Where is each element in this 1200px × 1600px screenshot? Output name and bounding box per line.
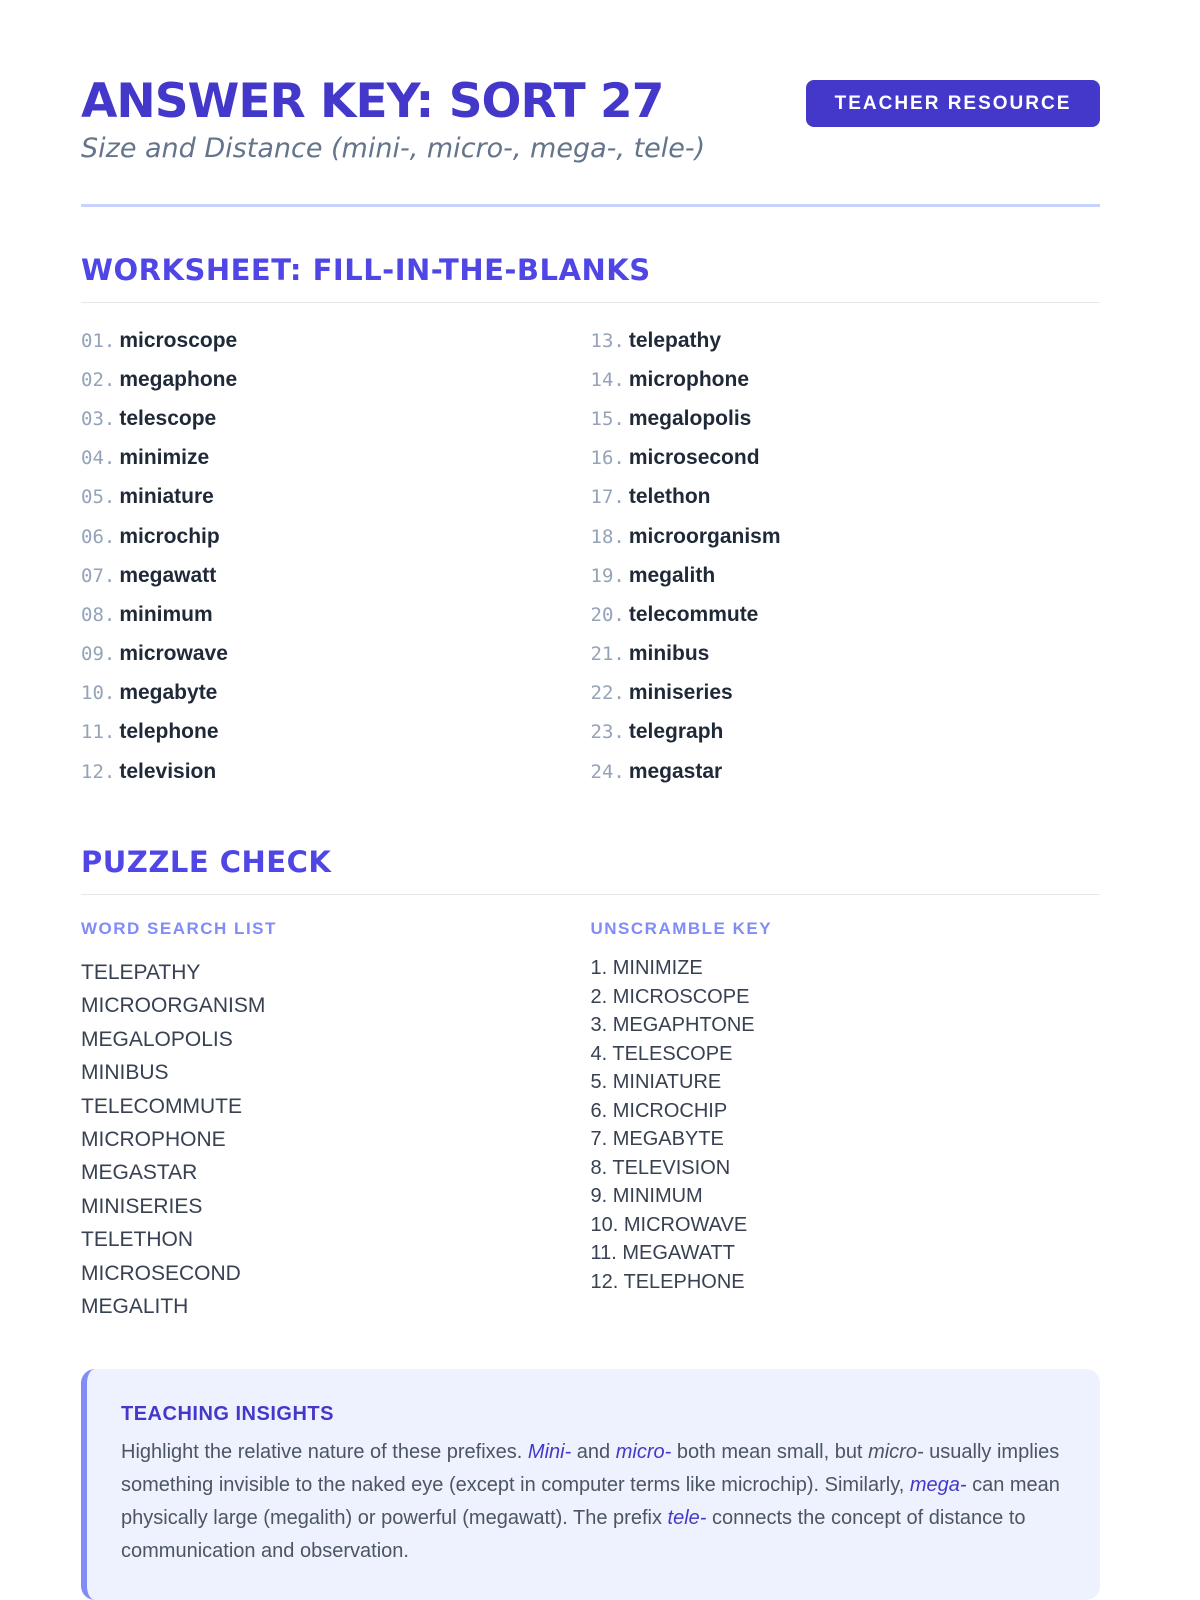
answer-item	[591, 321, 1101, 360]
word-search-item: MINIBUS	[81, 1061, 169, 1085]
answer-number: 10.	[81, 682, 116, 705]
answer-number: 12.	[81, 760, 116, 783]
answer-number: 06.	[81, 525, 116, 548]
answer-item	[591, 713, 1101, 752]
insights-text: Highlight the relative nature of these prefixes.	[121, 1441, 528, 1463]
answer-number: 18.	[590, 525, 625, 548]
prefix-mini: Mini-	[527, 1441, 572, 1463]
answer-number: 07.	[81, 564, 116, 587]
word-search-item: MEGASTAR	[81, 1161, 198, 1185]
answer-item	[591, 439, 1101, 478]
answer-item	[81, 478, 591, 517]
prefix-micro-plain: micro-	[868, 1441, 924, 1463]
answer-word: telethon	[628, 485, 711, 509]
word-search-item: MEGALOPOLIS	[81, 1027, 233, 1051]
answer-number: 20.	[590, 603, 625, 626]
worksheet-title: WORKSHEET: FILL-IN-THE-BLANKS	[81, 253, 651, 287]
answer-number: 02.	[81, 368, 116, 391]
answer-word: minimize	[119, 446, 210, 470]
answer-word: microsecond	[628, 446, 760, 470]
answer-word: megalith	[628, 563, 716, 587]
answer-word: minibus	[628, 642, 710, 666]
answer-word: megalopolis	[628, 406, 752, 430]
insights-text: usually implies something invisible to the naked eye (except in computer terms like microchip). Similarly,	[121, 1441, 1060, 1496]
unscramble-item: 10. MICROWAVE	[590, 1213, 748, 1236]
answer-item	[81, 556, 591, 595]
unscramble-item: 4. TELESCOPE	[590, 1042, 733, 1065]
answer-word: telegraph	[628, 720, 724, 744]
unscramble-item: 5. MINIATURE	[590, 1071, 722, 1093]
word-search-item: MICROPHONE	[81, 1127, 226, 1151]
unscramble-item: 11. MEGAWATT	[590, 1242, 735, 1264]
unscramble-item: 1. MINIMIZE	[590, 957, 703, 979]
answer-number: 24.	[590, 760, 625, 783]
answer-number: 15.	[590, 407, 625, 430]
insights-text: connects the concept of distance to communication and observation.	[121, 1507, 1026, 1562]
answer-word: minimum	[119, 602, 213, 626]
worksheet-answers	[81, 321, 1100, 791]
answer-item	[591, 399, 1101, 438]
answer-number: 19.	[590, 564, 625, 587]
answer-word: microscope	[119, 328, 238, 352]
answer-number: 09.	[81, 643, 116, 666]
unscramble-label: UNSCRAMBLE KEY	[590, 919, 773, 938]
insights-title: TEACHING INSIGHTS	[121, 1403, 334, 1425]
answer-item	[591, 360, 1101, 399]
puzzle-section	[81, 844, 1100, 1323]
answer-item	[81, 399, 591, 438]
answer-item	[591, 674, 1101, 713]
prefix-mega: mega-	[909, 1474, 967, 1496]
header-divider	[81, 204, 1100, 207]
answer-item	[591, 478, 1101, 517]
answer-item	[591, 595, 1101, 634]
answer-item	[81, 713, 591, 752]
answer-word: megastar	[628, 759, 723, 783]
answer-word: miniseries	[628, 681, 733, 705]
answer-word: telepathy	[628, 328, 722, 352]
unscramble-item: 6. MICROCHIP	[590, 1099, 728, 1122]
answer-number: 23.	[590, 721, 625, 744]
puzzle-title: PUZZLE CHECK	[81, 845, 332, 879]
insights-text: and	[571, 1441, 616, 1463]
answer-number: 21.	[590, 643, 625, 666]
answer-word: microwave	[119, 642, 228, 666]
word-search-item: MEGALITH	[81, 1294, 189, 1318]
unscramble-item: 9. MINIMUM	[590, 1185, 703, 1207]
answer-word: television	[119, 759, 217, 783]
insights-text: can mean physically large (megalith) or powerful (megawatt). The prefix	[121, 1474, 1060, 1529]
answer-word: miniature	[119, 485, 214, 509]
answer-number: 14.	[590, 368, 625, 391]
answer-item	[591, 517, 1101, 556]
word-search-item: MICROSECOND	[81, 1261, 241, 1285]
answer-item	[81, 674, 591, 713]
unscramble-item: 7. MEGABYTE	[590, 1128, 724, 1150]
answer-word: megabyte	[119, 681, 218, 705]
answer-item	[81, 321, 591, 360]
worksheet-section	[81, 252, 1100, 791]
prefix-micro: micro-	[615, 1441, 672, 1463]
answer-number: 03.	[81, 407, 116, 430]
page-subtitle: Size and Distance (mini-, micro-, mega-, tele-)	[81, 133, 706, 164]
answer-word: telescope	[119, 406, 217, 430]
worksheet-column-left	[81, 321, 591, 791]
word-search-list	[81, 956, 591, 1323]
teaching-insights-box	[81, 1369, 1100, 1600]
answer-word: megawatt	[119, 563, 217, 587]
word-search-column	[81, 918, 591, 1323]
answer-item	[591, 556, 1101, 595]
answer-word: telephone	[119, 720, 219, 744]
answer-number: 08.	[81, 603, 116, 626]
answer-number: 04.	[81, 447, 116, 470]
unscramble-item: 3. MEGAPHTONE	[590, 1014, 755, 1036]
puzzle-divider	[81, 894, 1100, 895]
answer-number: 11.	[81, 721, 116, 744]
answer-number: 01.	[81, 329, 116, 352]
answer-item	[81, 360, 591, 399]
answer-item	[591, 752, 1101, 791]
page-header	[81, 0, 1100, 164]
word-search-item: MINISERIES	[81, 1194, 203, 1218]
answer-item	[81, 635, 591, 674]
prefix-tele: tele-	[667, 1507, 707, 1529]
answer-number: 16.	[590, 447, 625, 470]
word-search-item: MICROORGANISM	[81, 994, 266, 1018]
answer-word: telecommute	[628, 602, 759, 626]
puzzle-columns	[81, 918, 1100, 1323]
unscramble-column	[591, 918, 1101, 1323]
answer-item	[591, 635, 1101, 674]
insights-body	[121, 1436, 1068, 1568]
answer-item	[81, 439, 591, 478]
answer-item	[81, 752, 591, 791]
word-search-label: WORD SEARCH LIST	[81, 919, 277, 938]
unscramble-item: 2. MICROSCOPE	[590, 985, 750, 1008]
answer-number: 17.	[590, 486, 625, 509]
answer-word: microorganism	[628, 524, 781, 548]
word-search-item: TELETHON	[81, 1228, 194, 1252]
teacher-resource-badge: TEACHER RESOURCE	[806, 80, 1100, 127]
answer-item	[81, 595, 591, 634]
unscramble-item: 12. TELEPHONE	[590, 1270, 745, 1293]
unscramble-item: 8. TELEVISION	[590, 1156, 731, 1179]
answer-number: 05.	[81, 486, 116, 509]
answer-word: megaphone	[119, 367, 238, 391]
worksheet-column-right	[591, 321, 1101, 791]
answer-word: microchip	[119, 524, 220, 548]
answer-number: 13.	[590, 329, 625, 352]
word-search-item: TELECOMMUTE	[81, 1094, 243, 1118]
answer-item	[81, 517, 591, 556]
answer-number: 22.	[590, 682, 625, 705]
unscramble-list	[591, 954, 1101, 1296]
worksheet-divider	[81, 302, 1100, 303]
word-search-item: TELEPATHY	[81, 961, 201, 984]
insights-text: both mean small, but	[671, 1441, 869, 1463]
answer-word: microphone	[628, 367, 750, 391]
page-title: ANSWER KEY: SORT 27	[81, 74, 664, 129]
